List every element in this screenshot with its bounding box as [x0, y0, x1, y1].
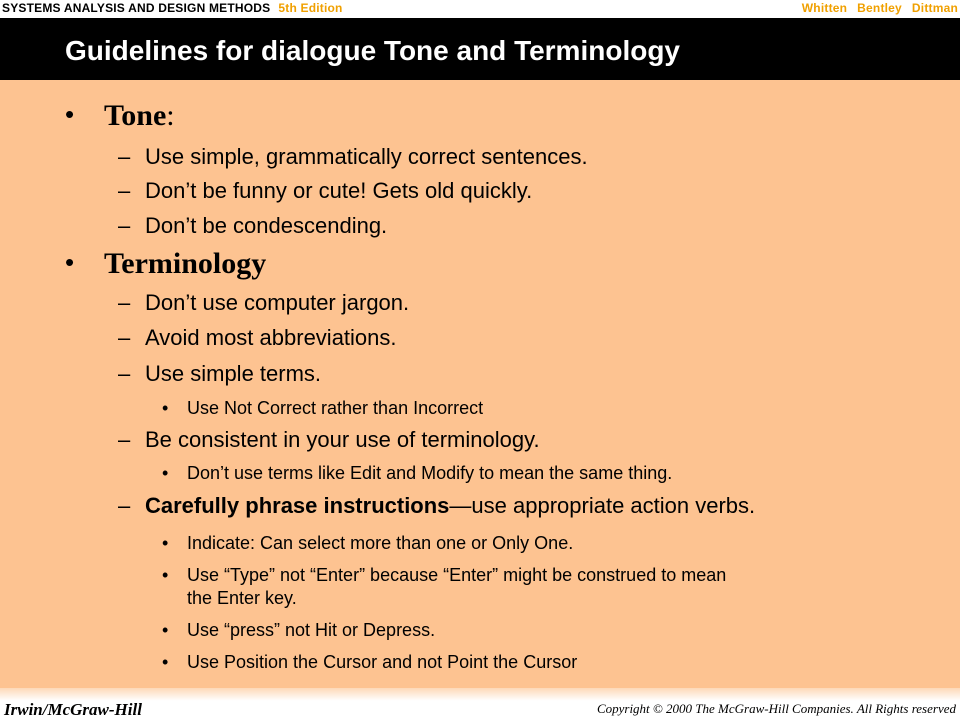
list-item	[118, 427, 540, 453]
item-text: Be consistent in your use of terminology.	[145, 427, 540, 452]
dash-marker: –	[118, 178, 131, 203]
bullet-label: Terminology	[104, 247, 267, 280]
bullet-marker: •	[65, 99, 75, 129]
dash-marker: –	[118, 361, 131, 386]
sub-item	[162, 565, 727, 586]
sub-item	[162, 652, 578, 673]
slide-title: Guidelines for dialogue Tone and Terminology	[65, 35, 681, 66]
author: Dittman	[911, 1, 958, 15]
dash-marker: –	[118, 213, 131, 238]
list-item	[118, 361, 322, 387]
sub-item	[162, 398, 484, 419]
copyright: Copyright © 2000 The McGraw-Hill Companies. All Rights reserved	[596, 701, 956, 716]
dash-marker: –	[118, 144, 131, 169]
item-text: Use “press” not Hit or Depress.	[187, 620, 436, 640]
bullet-label: Tone	[104, 99, 167, 132]
list-item	[118, 213, 388, 239]
list-item	[118, 178, 533, 204]
title-bar	[0, 18, 960, 80]
list-item	[118, 325, 397, 351]
author: Bentley	[857, 1, 902, 15]
sub-item-continuation	[187, 588, 297, 609]
dash-marker: –	[118, 427, 131, 452]
dash-marker: –	[118, 290, 131, 315]
bullet-colon: :	[166, 99, 175, 132]
item-text: Don’t be funny or cute! Gets old quickly.	[145, 178, 533, 203]
sub-bullet-marker: •	[162, 533, 169, 553]
author: Whitten	[801, 1, 848, 15]
item-text: Use simple, grammatically correct sentences.	[145, 144, 588, 169]
item-text: Use simple terms.	[145, 361, 322, 386]
item-text: Don’t be condescending.	[145, 213, 388, 238]
sub-item	[162, 463, 673, 484]
sub-bullet-marker: •	[162, 565, 169, 585]
item-text: Indicate: Can select more than one or Only One.	[187, 533, 574, 553]
bullet-tone	[65, 99, 175, 133]
item-text: Use Position the Cursor and not Point the Cursor	[187, 652, 578, 672]
list-item	[118, 290, 410, 316]
sub-item	[162, 620, 436, 641]
bullet-terminology	[65, 247, 267, 281]
book-title-line	[2, 1, 343, 15]
dash-marker: –	[118, 493, 131, 518]
book-title: SYSTEMS ANALYSIS AND DESIGN METHODS	[2, 1, 271, 15]
sub-bullet-marker: •	[162, 652, 169, 672]
list-item	[118, 493, 756, 519]
sub-bullet-marker: •	[162, 463, 169, 483]
item-text: Use “Type” not “Enter” because “Enter” might be construed to mean	[187, 565, 727, 585]
sub-item	[162, 533, 574, 554]
footer-bar	[0, 688, 960, 720]
item-text: Don’t use computer jargon.	[145, 290, 410, 315]
sub-bullet-marker: •	[162, 620, 169, 640]
publisher: Irwin/McGraw-Hill	[4, 700, 142, 719]
item-text: Don’t use terms like Edit and Modify to mean the same thing.	[187, 463, 673, 483]
authors	[792, 1, 958, 15]
bullet-marker: •	[65, 247, 75, 277]
list-item	[118, 144, 588, 170]
slide-content	[0, 80, 960, 695]
sub-bullet-marker: •	[162, 398, 169, 418]
item-text: Use Not Correct rather than Incorrect	[187, 398, 484, 418]
item-text: —use appropriate action verbs.	[449, 493, 756, 518]
item-text-bold: Carefully phrase instructions	[145, 493, 450, 518]
item-text: Avoid most abbreviations.	[145, 325, 397, 350]
edition: 5th Edition	[278, 1, 343, 15]
dash-marker: –	[118, 325, 131, 350]
item-text: the Enter key.	[187, 588, 297, 608]
header-bar	[0, 0, 960, 18]
